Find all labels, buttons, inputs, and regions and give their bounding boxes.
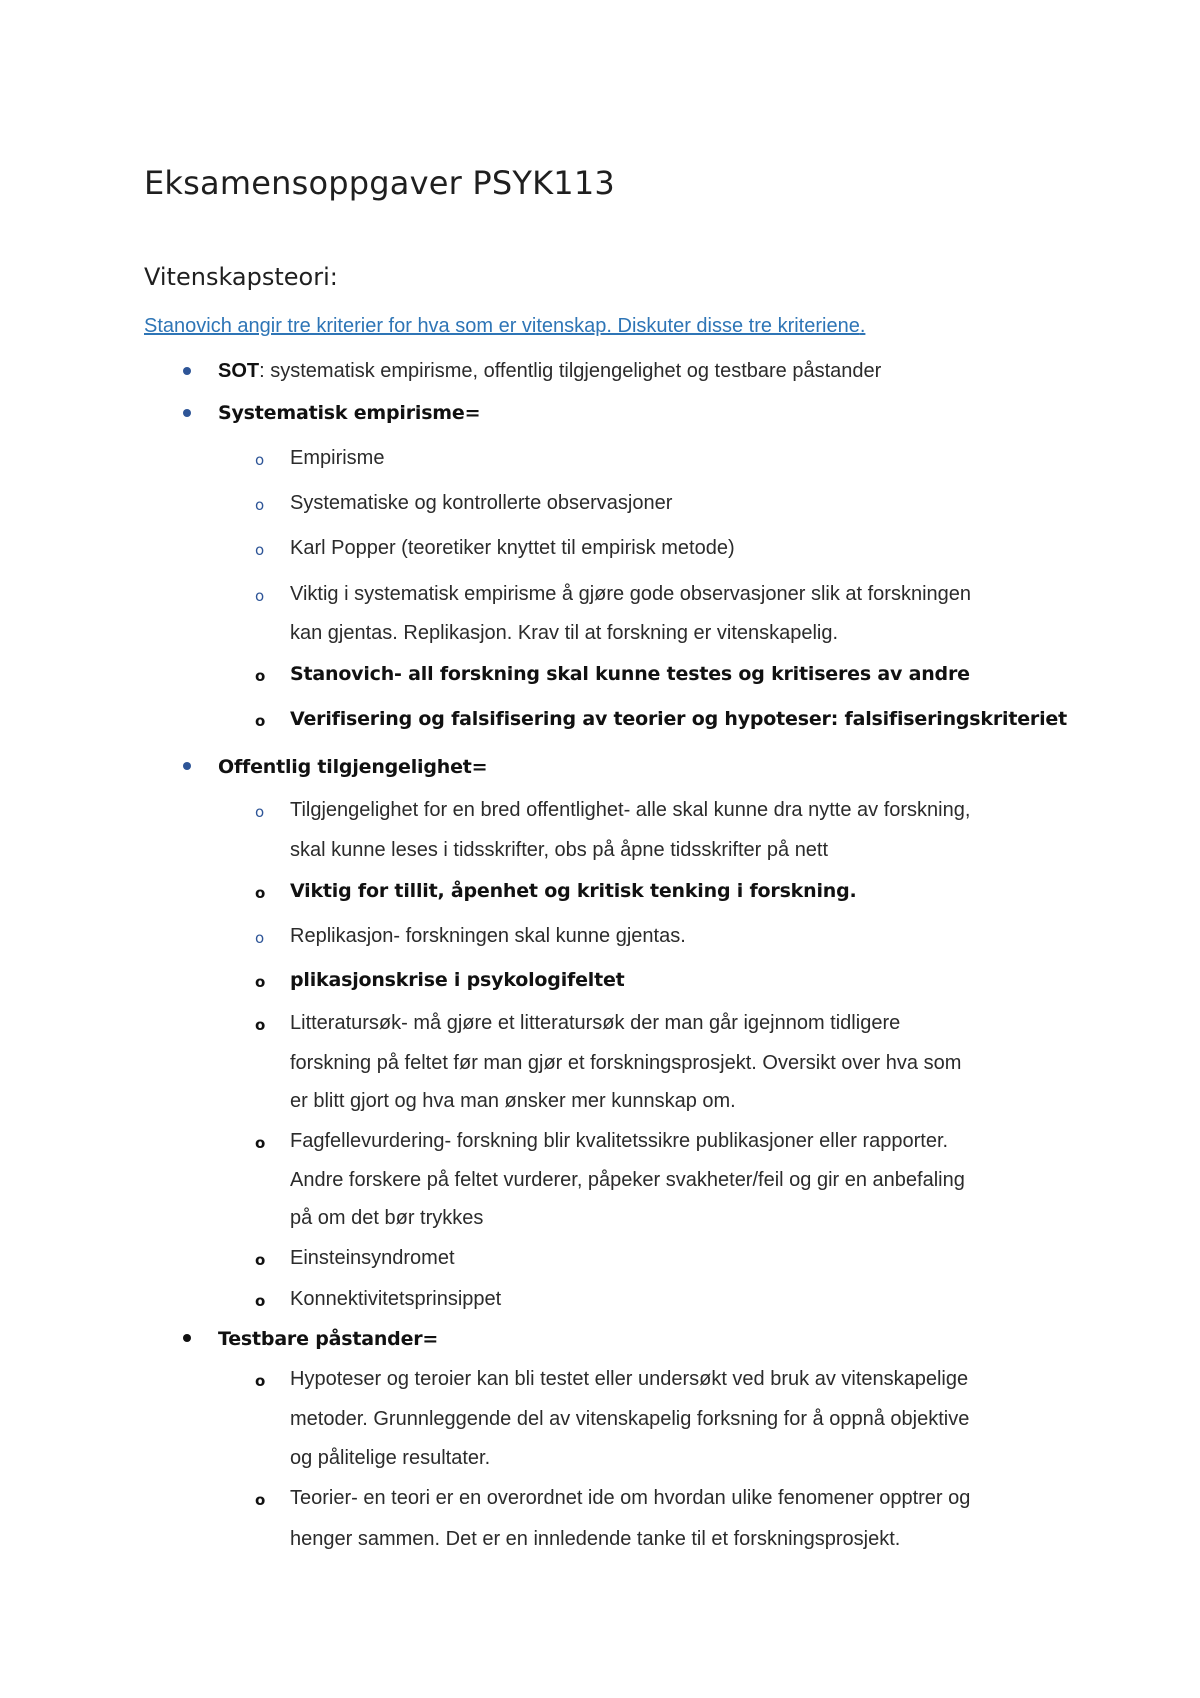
list-item: Systematiske og kontrollerte observasjoner (290, 492, 673, 514)
list-item: Einsteinsyndromet (290, 1247, 455, 1269)
list-item-continuation: Andre forskere på feltet vurderer, påpeker svakheter/feil og gir en anbefaling (290, 1169, 965, 1191)
circle-bullet-icon: o (255, 496, 265, 514)
question-text[interactable]: Stanovich angir tre kriterier for hva som er vitenskap. Diskuter disse tre kriteriene (144, 315, 860, 337)
list-item: Konnektivitetsprinsippet (290, 1288, 502, 1310)
circle-bullet-icon: o (255, 884, 266, 902)
list-item-continuation: kan gjentas. Replikasjon. Krav til at forskning er vitenskapelig. (290, 622, 839, 644)
circle-bullet-icon: o (255, 451, 265, 469)
list-item-bold: Stanovich- all forskning skal kunne testes og kritiseres av andre (290, 663, 970, 685)
list-item-bold: Verifisering og falsifisering av teorier og hypoteser: falsifiseringskriteriet (290, 708, 1067, 730)
bullet-icon (183, 367, 191, 375)
circle-bullet-icon: o (255, 1292, 266, 1310)
circle-bullet-icon: o (255, 929, 265, 947)
intro-item (218, 359, 881, 383)
circle-bullet-icon: o (255, 1372, 266, 1390)
list-item: Hypoteser og teroier kan bli testet eller undersøkt ved bruk av vitenskapelige (290, 1368, 969, 1390)
bullet-icon (183, 1334, 191, 1342)
list-item: Empirisme (290, 447, 385, 469)
list-item-continuation: på om det bør trykkes (290, 1207, 484, 1229)
list-item: Teorier- en teori er en overordnet ide om hvordan ulike fenomener opptrer og (290, 1487, 971, 1509)
list-item: Replikasjon- forskningen skal kunne gjentas. (290, 925, 686, 947)
circle-bullet-icon: o (255, 973, 266, 991)
section-heading-testbare-pastander: Testbare påstander= (218, 1328, 439, 1350)
circle-bullet-icon: o (255, 803, 265, 821)
circle-bullet-icon: o (255, 712, 266, 730)
list-item: Tilgjengelighet for en bred offentlighet- alle skal kunne dra nytte av forskning, (290, 799, 971, 821)
circle-bullet-icon: o (255, 1491, 266, 1509)
section-heading: Vitenskapsteori: (144, 263, 338, 291)
section-heading-systematisk-empirisme: Systematisk empirisme= (218, 402, 481, 424)
question-period: . (859, 315, 866, 337)
list-item: Viktig i systematisk empirisme å gjøre gode observasjoner slik at forskningen (290, 583, 972, 605)
intro-label: SOT (218, 360, 260, 382)
list-item-bold: Viktig for tillit, åpenhet og kritisk tenking i forskning. (290, 880, 857, 902)
document-title: Eksamensoppgaver PSYK113 (144, 164, 615, 202)
section-heading-offentlig-tilgjengelighet: Offentlig tilgjengelighet= (218, 756, 488, 778)
list-item: Litteratursøk- må gjøre et litteratursøk der man går igejnnom tidligere (290, 1012, 901, 1034)
list-item-continuation: henger sammen. Det er en innledende tanke til et forskningsprosjekt. (290, 1528, 901, 1550)
list-item-bold: plikasjonskrise i psykologifeltet (290, 969, 625, 991)
intro-text: : systematisk empirisme, offentlig tilgjengelighet og testbare påstander (259, 360, 882, 382)
question-link[interactable] (144, 315, 865, 338)
list-item: Fagfellevurdering- forskning blir kvalitetssikre publikasjoner eller rapporter. (290, 1130, 949, 1152)
list-item-continuation: skal kunne leses i tidsskrifter, obs på åpne tidsskrifter på nett (290, 839, 829, 861)
circle-bullet-icon: o (255, 1016, 266, 1034)
list-item-continuation: metoder. Grunnleggende del av vitenskapelig forksning for å oppnå objektive (290, 1408, 970, 1430)
list-item-continuation: er blitt gjort og hva man ønsker mer kunnskap om. (290, 1090, 736, 1112)
bullet-icon (183, 409, 191, 417)
list-item-continuation: og pålitelige resultater. (290, 1447, 491, 1469)
circle-bullet-icon: o (255, 587, 265, 605)
circle-bullet-icon: o (255, 541, 265, 559)
circle-bullet-icon: o (255, 1251, 266, 1269)
circle-bullet-icon: o (255, 667, 266, 685)
bullet-icon (183, 762, 191, 770)
circle-bullet-icon: o (255, 1134, 266, 1152)
list-item: Karl Popper (teoretiker knyttet til empirisk metode) (290, 537, 735, 559)
list-item-continuation: forskning på feltet før man gjør et forskningsprosjekt. Oversikt over hva som (290, 1052, 962, 1074)
